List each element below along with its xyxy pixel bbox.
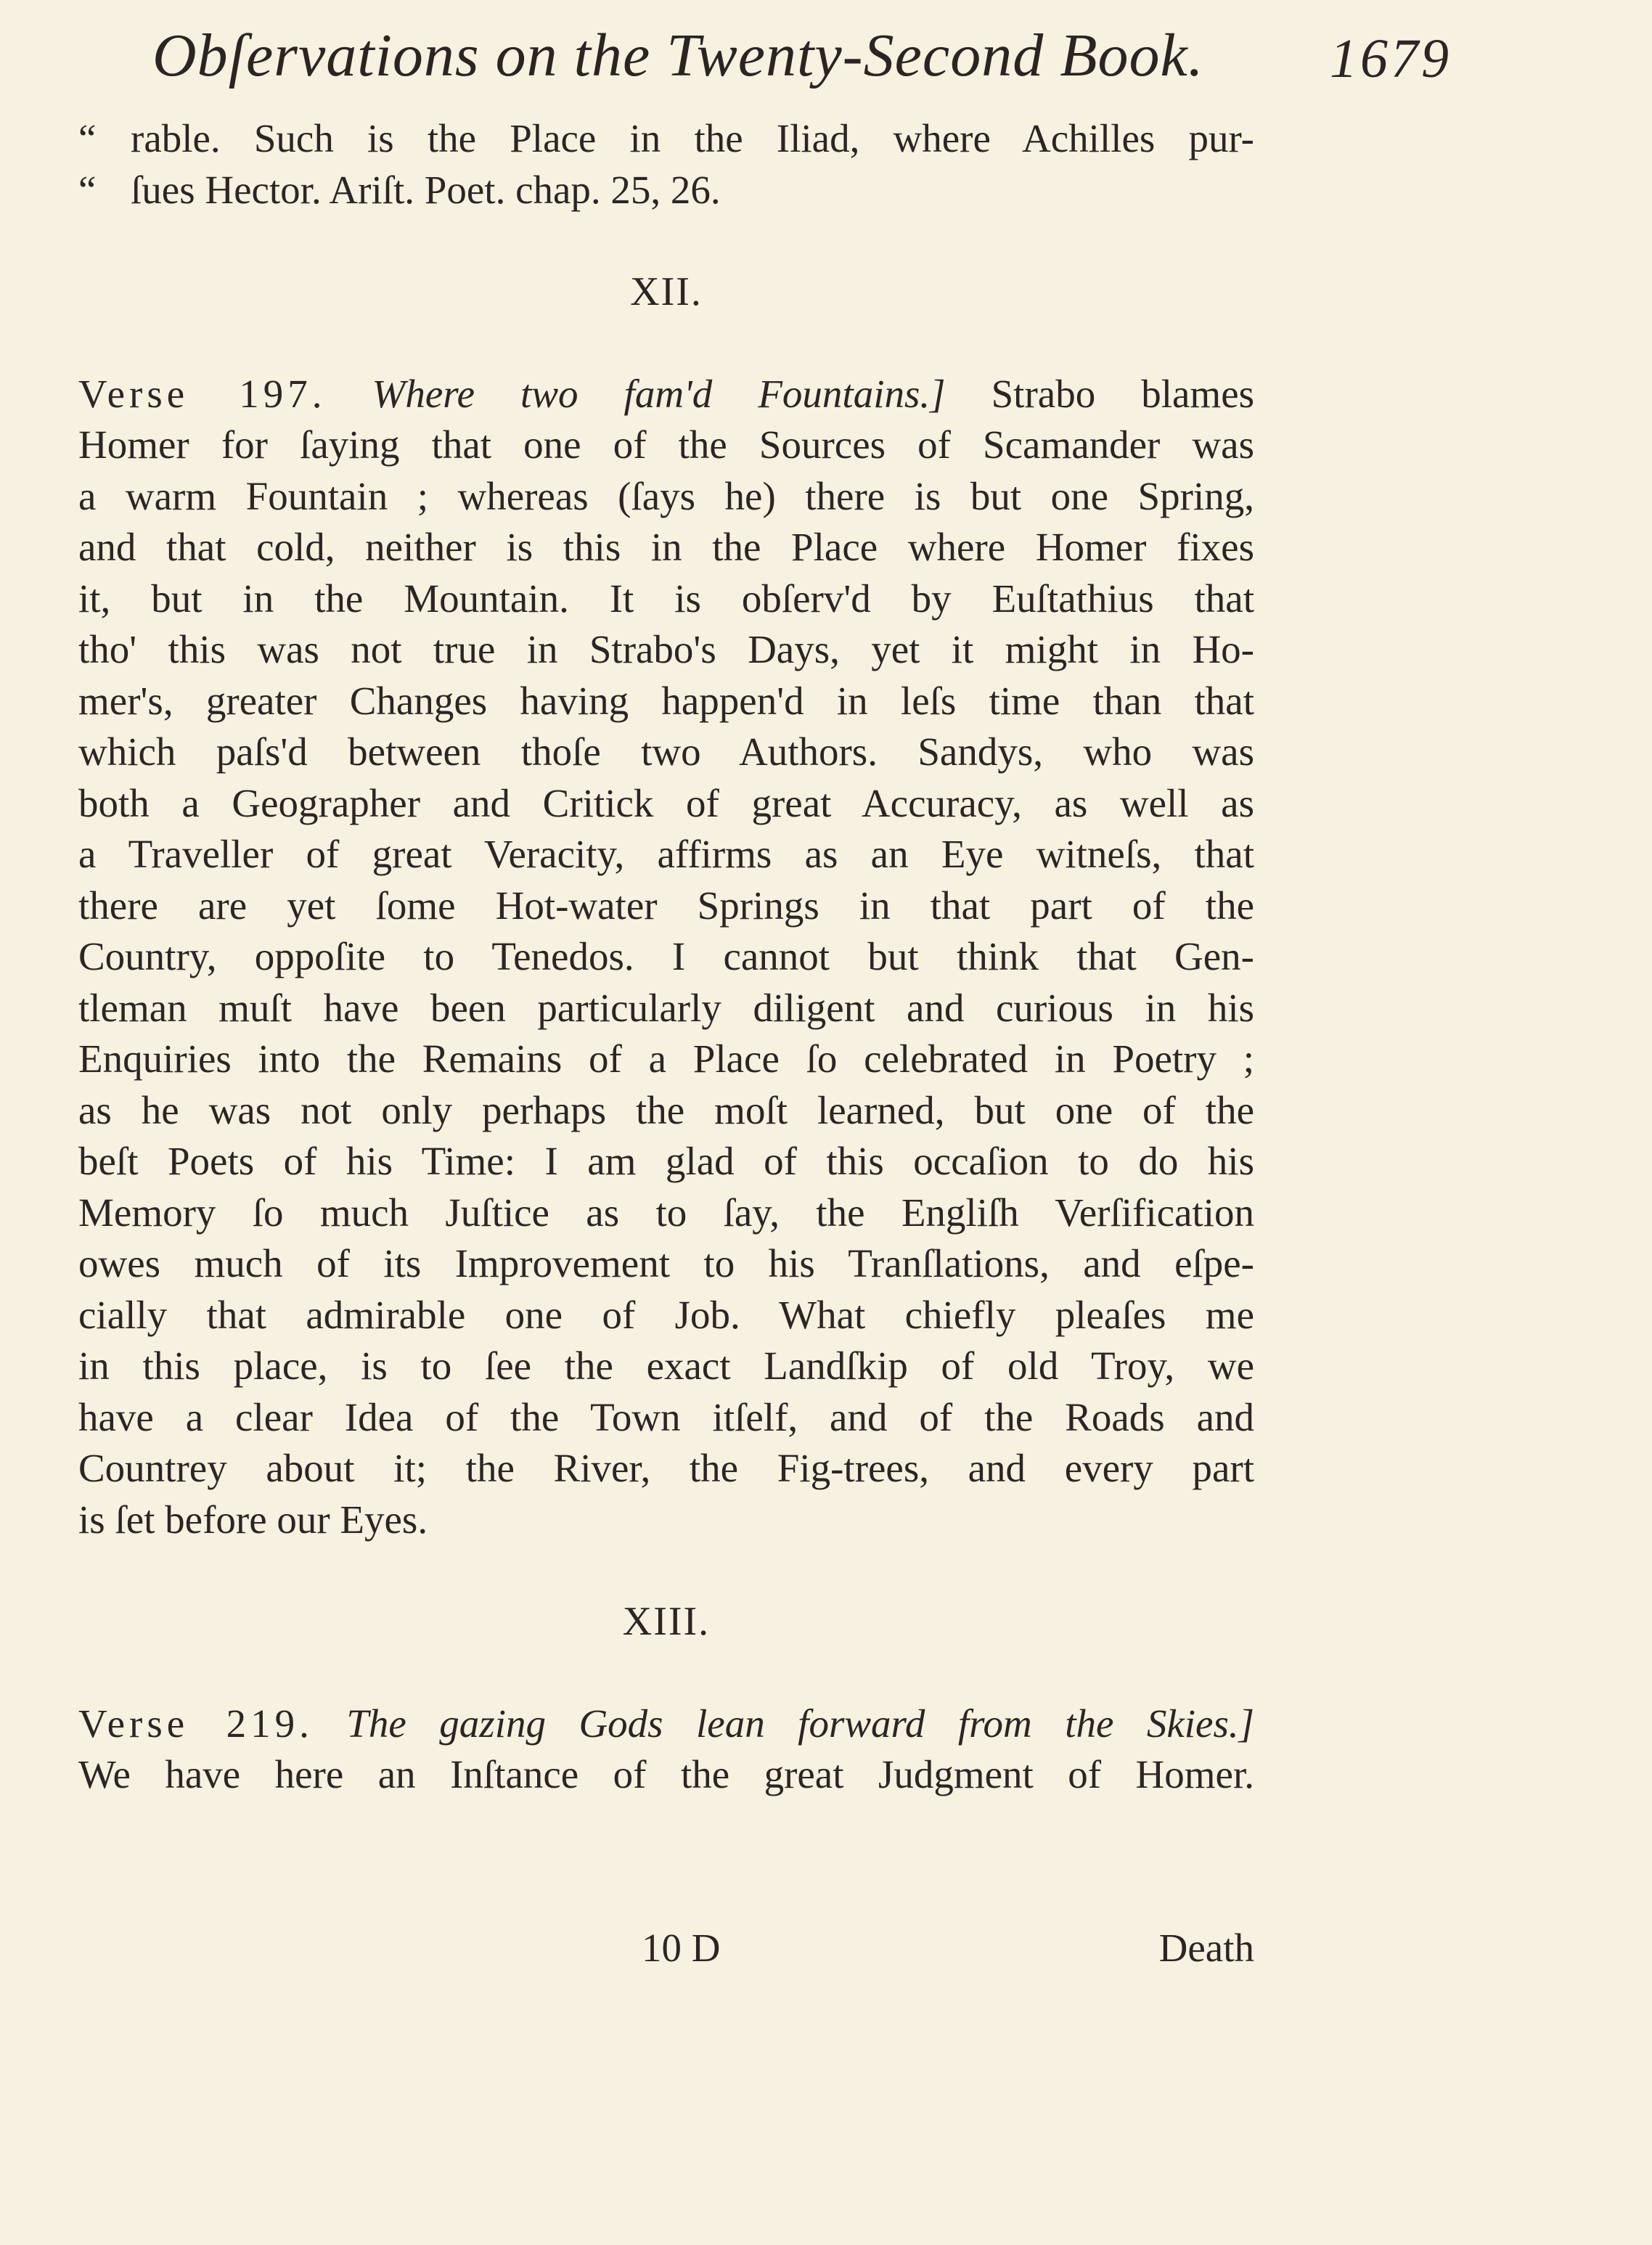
text-line: tho' this was not true in Strabo's Days, yet it might in Ho- <box>78 627 1254 671</box>
continuation-text-2: ſues Hector. Ariſt. Poet. chap. 25, 26. <box>131 167 721 212</box>
text-line-last: is ſet before our Eyes. <box>78 1497 428 1542</box>
verse-line-first <box>78 1698 1254 1750</box>
page-footer <box>78 1925 1254 1983</box>
text-line: mer's, greater Changes having happen'd in leſs time than that <box>78 678 1254 723</box>
page-number: 1679 <box>1330 28 1452 89</box>
text-line: have a clear Idea of the Town itſelf, and of the Roads and <box>78 1394 1254 1439</box>
quote-mark: “ <box>78 167 97 212</box>
text-line: tleman muſt have been particularly diligent and curious in his <box>78 985 1254 1030</box>
text-line: both a Geographer and Critick of great Accuracy, as well as <box>78 780 1254 825</box>
quote-mark: “ <box>78 116 97 160</box>
continuation-line-1 <box>78 113 1254 165</box>
text-line: Enquiries into the Remains of a Place ſo celebrated in Poetry ; <box>78 1036 1254 1081</box>
text-line: beſt Poets of his Time: I am glad of this occaſion to do his <box>78 1139 1254 1183</box>
continuation-text-1: rable. Such is the Place in the Iliad, where Achilles pur- <box>131 116 1254 160</box>
verse-lemma: Where two fam'd Fountains.] <box>372 371 946 416</box>
catchword: Death <box>1158 1926 1254 1970</box>
text-line: cially that admirable one of Job. What chiefly pleaſes me <box>78 1292 1254 1337</box>
continuation-line-2 <box>78 165 1254 216</box>
verse-lemma: The gazing Gods lean forward from the Skies.] <box>346 1701 1255 1746</box>
text-line: Homer for ſaying that one of the Sources of Scamander was <box>78 422 1254 467</box>
verse-line-first <box>78 369 1254 420</box>
verse-label: Verse 219. <box>78 1701 314 1746</box>
text-line: a warm Fountain ; whereas (ſays he) there is but one Spring, <box>78 473 1254 518</box>
text-line: and that cold, neither is this in the Place where Homer fixes <box>78 525 1254 569</box>
text-line: owes much of its Improvement to his Tranſlations, and eſpe- <box>78 1241 1254 1285</box>
text-line: a Traveller of great Veracity, affirms as an Eye witneſs, that <box>78 832 1254 876</box>
running-title: Obſervations on the Twenty-Second Book. <box>152 22 1204 89</box>
section-heading-xiii: XIII. <box>622 1599 711 1644</box>
text-line: as he was not only perhaps the moſt learned, but one of the <box>78 1087 1254 1132</box>
text-line: Memory ſo much Juſtice as to ſay, the Engliſh Verſification <box>78 1190 1254 1235</box>
signature-mark: 10 D <box>642 1926 721 1970</box>
text-line: We have here an Inſtance of the great Judgment of Homer. <box>78 1752 1254 1796</box>
section-heading-xii: XII. <box>630 269 703 314</box>
text-line: Country, oppoſite to Tenedos. I cannot but think that Gen- <box>78 934 1254 978</box>
running-header <box>152 20 1452 107</box>
text-line: which paſs'd between thoſe two Authors. Sandys, who was <box>78 729 1254 774</box>
verse-label: Verse 197. <box>78 371 327 416</box>
page-body <box>78 113 1254 1801</box>
text-line: Strabo blames <box>991 371 1255 416</box>
text-line: in this place, is to ſee the exact Landſkip of old Troy, we <box>78 1344 1254 1388</box>
text-line: Countrey about it; the River, the Fig-trees, and every part <box>78 1446 1254 1490</box>
text-line: it, but in the Mountain. It is obſerv'd by Euſtathius that <box>78 576 1254 621</box>
text-line: there are yet ſome Hot-water Springs in that part of the <box>78 883 1254 928</box>
